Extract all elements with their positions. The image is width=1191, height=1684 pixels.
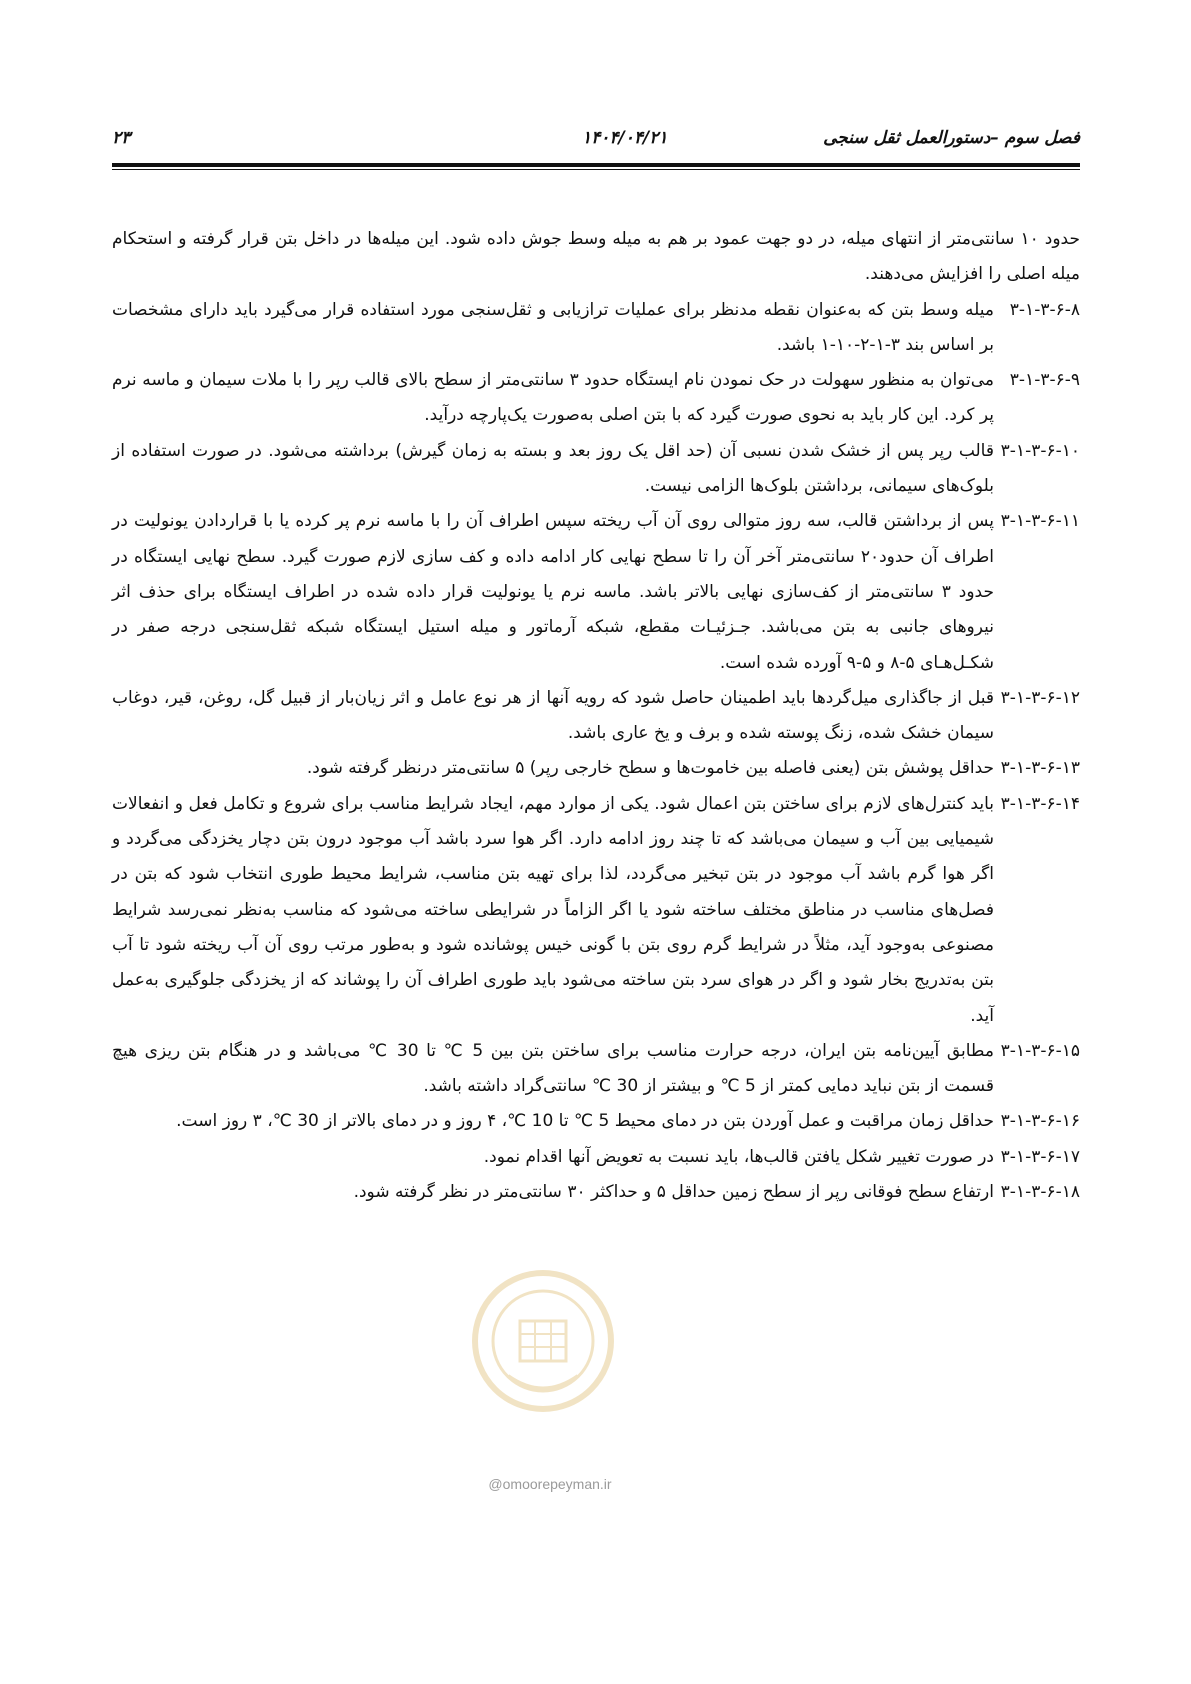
item-text: ارتفاع سطح فوقانی رپر از سطح زمین حداقل ۵ و حداکثر ۳۰ سانتی‌متر در نظر گرفته شود.	[353, 1182, 994, 1203]
item-number: ۳-۱-۳-۶-۱۶	[1000, 1111, 1080, 1132]
page-number: ۲۳	[112, 128, 131, 148]
list-item	[112, 1104, 1080, 1139]
item-text: حداقل پوشش بتن (یعنی فاصله بین خاموت‌ها و سطح خارجی رپر) ۵ سانتی‌متر درنظر گرفته شود.	[306, 758, 994, 779]
item-number: ۳-۱-۳-۶-۱۲	[1000, 687, 1080, 708]
item-number: ۳-۱-۳-۶-۱۵	[1000, 1040, 1080, 1061]
page-header	[112, 128, 1080, 158]
item-number: ۳-۱-۳-۶-۱۱	[1000, 511, 1080, 532]
intro-paragraph: حدود ۱۰ سانتی‌متر از انتهای میله، در دو جهت عمود بر هم به میله وسط جوش داده شود. این میله‌ها در داخل بتن قرار گرفته و استحکام میله اصلی را افزایش می‌دهند.	[112, 229, 1080, 285]
item-text: قبل از جاگذاری میل‌گردها باید اطمینان حاصل شود که رویه آنها از هر نوع عامل و اثر زیان‌بار از قبیل گل، روغن، قیر، دوغاب سیمان خشک شده، زنگ پوسته شده و برف و یخ عاری باشد.	[112, 687, 994, 744]
list-item	[112, 1140, 1080, 1175]
item-number: ۳-۱-۳-۶-۹	[1009, 370, 1080, 391]
list-item	[112, 751, 1080, 786]
list-item	[112, 787, 1080, 1034]
header-rule-thick	[112, 163, 1080, 167]
item-number: ۳-۱-۳-۶-۱۰	[1000, 440, 1080, 461]
item-number: ۳-۱-۳-۶-۱۷	[1000, 1146, 1080, 1167]
item-text: در صورت تغییر شکل یافتن قالب‌ها، باید نسبت به تعویض آنها اقدام نمود.	[483, 1146, 994, 1167]
item-number: ۳-۱-۳-۶-۸	[1009, 299, 1080, 320]
item-text: حداقل زمان مراقبت و عمل آوردن بتن در دمای محیط 5 ℃ تا 10 ℃، ۴ روز و در دمای بالاتر از 30 ℃، ۳ روز است.	[176, 1111, 994, 1132]
item-text: قالب رپر پس از خشک شدن نسبی آن (حد اقل یک روز بعد و بسته به زمان گیرش) برداشته می‌شود. در صورت استفاده از بلوک‌های سیمانی، برداشتن بلوک‌ها الزامی نیست.	[112, 440, 994, 497]
document-body	[112, 222, 1080, 1210]
list-item	[112, 363, 1080, 434]
list-item	[112, 1175, 1080, 1210]
item-text: مطابق آیین‌نامه بتن ایران، درجه حرارت مناسب برای ساختن بتن بین 5 ℃ تا 30 ℃ می‌باشد و در هنگام بتن ریزی هیچ قسمت از بتن نباید دمایی کمتر از 5 ℃ و بیشتر از 30 ℃ سانتی‌گراد داشته باشد.	[112, 1040, 994, 1097]
omoore-peyman-logo-icon	[468, 1266, 618, 1416]
list-item	[112, 293, 1080, 364]
header-date: ۱۴۰۴/۰۴/۲۱	[582, 128, 668, 148]
chapter-title: فصل سوم –دستورالعمل ثقل سنجی	[823, 128, 1080, 148]
item-text: پس از برداشتن قالب، سه روز متوالی روی آن آب ریخته سپس اطراف آن را با ماسه نرم پر کرده یا با قراردادن یونولیت در اطراف آن حدود۲۰ سانتی‌متر آخر آن را تا سطح نهایی کار ادامه داده و کف سازی لازم صورت گیرد. سطح نهایی ایستگاه در حدود ۳ سانتی‌متر از کف‌سازی نهایی بالاتر باشد. ماسه نرم یا یونولیت قرار داده شده در اطراف ایستگاه برای حذف اثر نیروهای جانبی به بتن می‌باشد. جـزئیـات مقطع، شبکه آرماتور و میله استیل ایستگاه شبکه ثقل‌سنجی درجه صفر در شکـل‌هـای ۵-۸ و ۵-۹ آورده شده است.	[112, 511, 994, 673]
item-text: می‌توان به منظور سهولت در حک نمودن نام ایستگاه حدود ۳ سانتی‌متر از سطح بالای قالب رپر را با ملات سیمان و ماسه نرم پر کرد. این کار باید به نحوی صورت گیرد که با بتن اصلی به‌صورت یک‌پارچه درآید.	[112, 370, 995, 426]
list-item	[112, 504, 1080, 680]
header-rule-thin	[112, 169, 1080, 170]
watermark-website: @omoorepeyman.ir	[488, 1476, 612, 1492]
list-item	[112, 434, 1080, 505]
item-text: میله وسط بتن که به‌عنوان نقطه مدنظر برای عملیات ترازیابی و ثقل‌سنجی مورد استفاده قرار می‌گیرد باید دارای مشخصات بر اساس بند ۳-۱-۲-۱۰-۱ باشد.	[112, 299, 994, 355]
list-item	[112, 681, 1080, 752]
item-number: ۳-۱-۳-۶-۱۴	[1000, 793, 1080, 814]
item-number: ۳-۱-۳-۶-۱۳	[1000, 758, 1080, 779]
item-text: باید کنترل‌های لازم برای ساختن بتن اعمال شود. یکی از موارد مهم، ایجاد شرایط مناسب برای شروع و تکامل فعل و انفعالات شیمیایی بین آب و سیمان می‌باشد که تا چند روز ادامه دارد. اگر هوا سرد باشد آب موجود درون بتن دچار یخزدگی می‌گردد و اگر هوا گرم باشد آب موجود در بتن تبخیر می‌گردد، لذا برای تهیه بتن مناسب، شرایط محیط طوری انتخاب شود که بتن در فصل‌های مناسب در مناطق مختلف ساخته شود یا اگر الزاماً در شرایطی ساخته می‌شود که مناسب به‌نظر نمی‌رسد شرایط مصنوعی به‌وجود آید، مثلاً در شرایط گرم روی بتن با گونی خیس پوشانده شود و به‌طور مرتب روی آن آب ریخته شود تا آب بتن به‌تدریج بخار شود و اگر در هوای سرد بتن ساخته می‌شود باید طوری اطراف آن را پوشاند که از یخزدگی جلوگیری به‌عمل آید.	[112, 793, 994, 1026]
item-number: ۳-۱-۳-۶-۱۸	[1000, 1182, 1080, 1203]
list-item	[112, 1034, 1080, 1105]
